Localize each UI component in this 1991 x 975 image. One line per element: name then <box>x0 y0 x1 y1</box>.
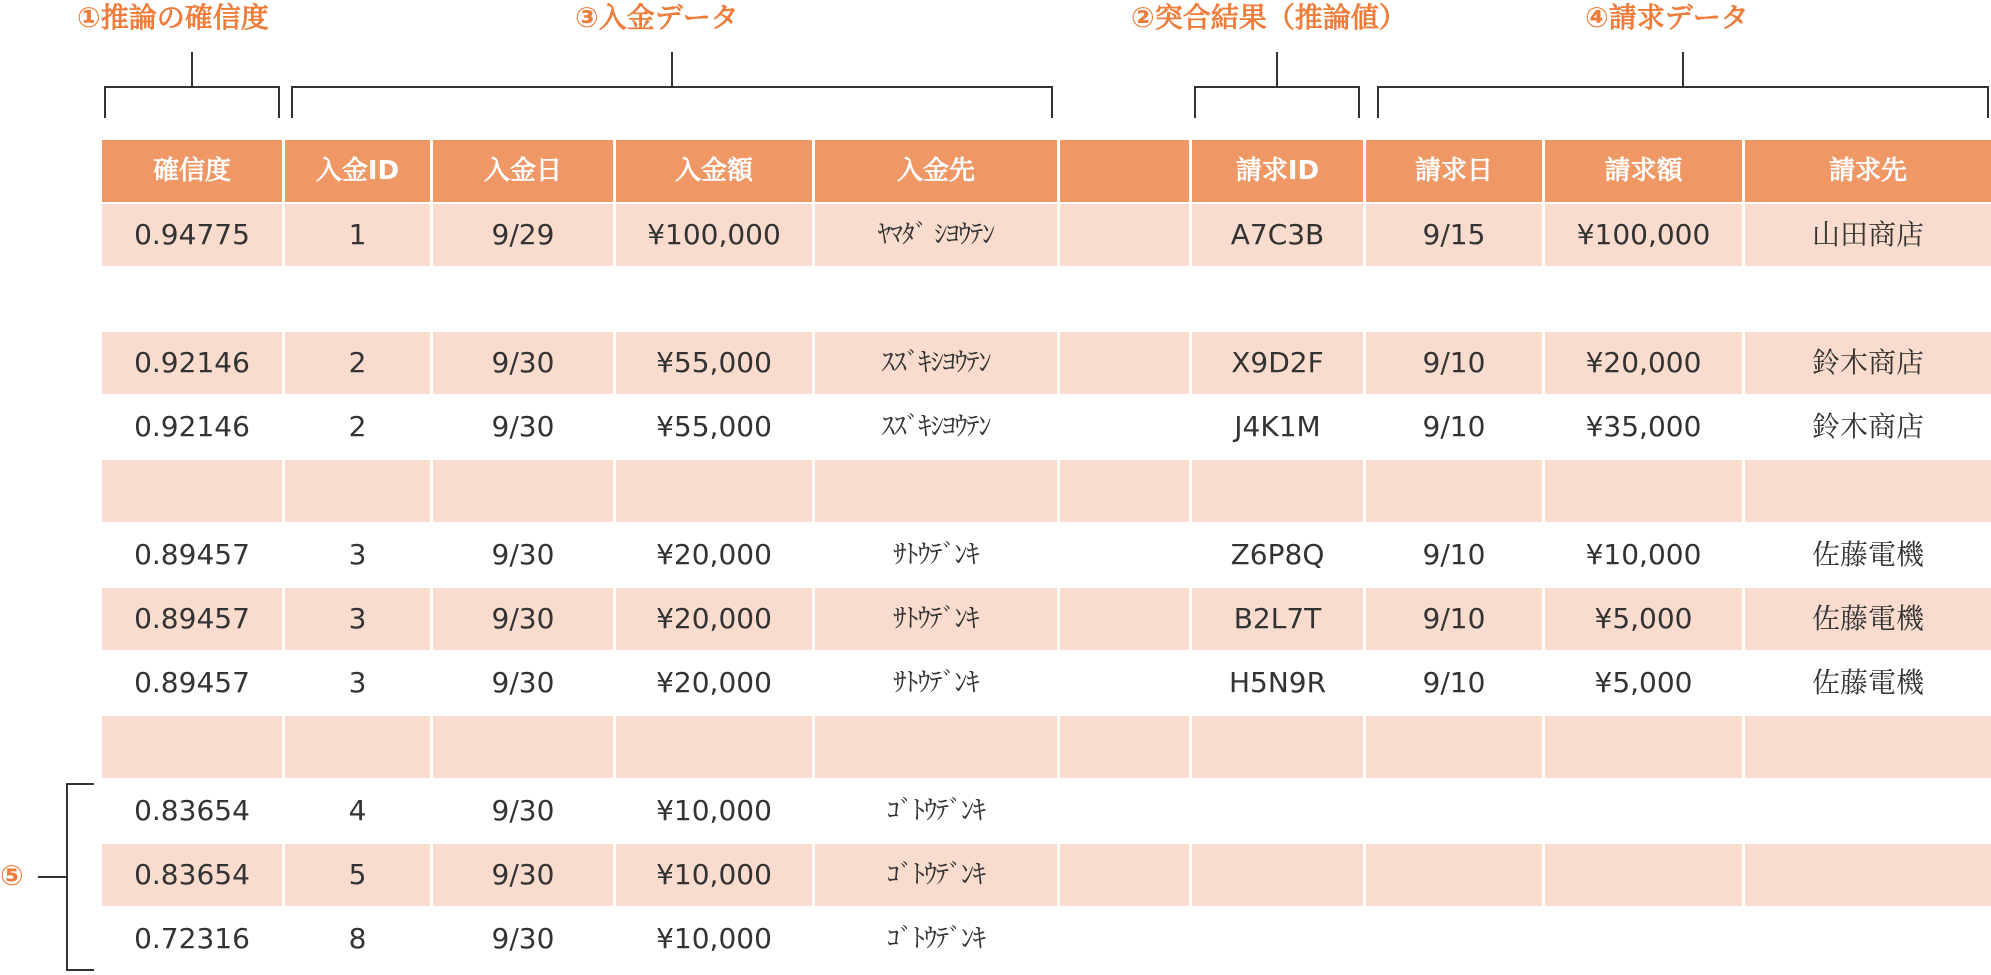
cell-payer: ｽｽﾞｷｼﾖｳﾃﾝ <box>881 412 991 442</box>
cell-confidence: 0.83654 <box>102 844 282 906</box>
cell-invoice-id: Z6P8Q <box>1230 538 1325 571</box>
cell-invoice-amount <box>1545 716 1742 778</box>
cell-confidence: 0.92146 <box>134 410 250 443</box>
cell-payment-id: 8 <box>348 922 367 955</box>
cell-payer: ｻﾄｳﾃﾞﾝｷ <box>893 540 979 570</box>
group-bracket-tick <box>38 876 66 878</box>
cell-payer: ｺﾞﾄｳﾃﾞﾝｷ <box>886 796 985 826</box>
cell-billed-to: 佐藤電機 <box>1745 588 1991 650</box>
cell-spacer <box>1060 844 1189 906</box>
cell-spacer <box>1060 332 1189 394</box>
cell-payment-amount: ¥55,000 <box>616 332 812 394</box>
header-invoice-date: 請求日 <box>1366 140 1542 202</box>
confidence-bracket <box>104 52 280 118</box>
cell-payment-date <box>433 268 613 330</box>
cell-invoice-amount <box>1545 844 1742 906</box>
cell-invoice-id: B2L7T <box>1192 588 1363 650</box>
payment-data-bracket <box>291 52 1053 118</box>
table-row <box>102 268 1991 330</box>
cell-payment-amount: ¥10,000 <box>616 844 812 906</box>
cell-invoice-id: A7C3B <box>1192 204 1363 266</box>
cell-payment-id: 5 <box>285 844 430 906</box>
cell-spacer <box>1060 460 1189 522</box>
confidence-label: ①推論の確信度 <box>77 1 269 34</box>
cell-payment-date: 9/30 <box>433 588 613 650</box>
cell-payment-date: 9/30 <box>491 538 555 571</box>
cell-invoice-date: 9/10 <box>1422 538 1486 571</box>
cell-payment-id: 4 <box>348 794 367 827</box>
cell-billed-to: 鈴木商店 <box>1811 410 1924 443</box>
cell-payment-date: 9/30 <box>433 844 613 906</box>
table-header-row <box>102 140 1991 202</box>
cell-invoice-id <box>1192 460 1363 522</box>
match-result-bracket <box>1194 52 1360 118</box>
cell-payment-amount: ¥20,000 <box>656 666 772 699</box>
cell-invoice-date: 9/10 <box>1422 410 1486 443</box>
cell-payer <box>815 460 1057 522</box>
cell-invoice-amount <box>1545 780 1742 842</box>
table-row <box>102 396 1991 458</box>
header-payer: 入金先 <box>815 140 1057 202</box>
invoice-data-label: ④請求データ <box>1585 1 1749 34</box>
payment-data-label: ③入金データ <box>575 1 739 34</box>
cell-invoice-date: 9/15 <box>1366 204 1542 266</box>
table-row <box>102 204 1991 266</box>
cell-spacer <box>1060 652 1189 714</box>
cell-payment-id: 2 <box>348 410 367 443</box>
cell-payment-date: 9/30 <box>491 922 555 955</box>
header-spacer <box>1060 140 1189 202</box>
cell-payer <box>815 716 1057 778</box>
cell-payment-id: 2 <box>285 332 430 394</box>
cell-billed-to: 山田商店 <box>1745 204 1991 266</box>
cell-invoice-date <box>1366 908 1542 970</box>
table-row <box>102 524 1991 586</box>
group-marker-label: ⑤ <box>0 859 24 892</box>
table-row <box>102 460 1991 522</box>
cell-invoice-amount: ¥20,000 <box>1545 332 1742 394</box>
table-row <box>102 652 1991 714</box>
cell-payment-id: 3 <box>348 538 367 571</box>
cell-payment-date: 9/30 <box>433 332 613 394</box>
cell-confidence: 0.72316 <box>134 922 250 955</box>
cell-payer: ｺﾞﾄｳﾃﾞﾝｷ <box>886 924 985 954</box>
cell-payment-date: 9/30 <box>491 794 555 827</box>
group-bracket <box>66 783 94 971</box>
cell-invoice-amount: ¥35,000 <box>1585 410 1702 443</box>
cell-invoice-id: J4K1M <box>1234 410 1321 443</box>
cell-billed-to <box>1745 780 1991 842</box>
cell-invoice-amount: ¥10,000 <box>1585 538 1702 571</box>
table-row <box>102 716 1991 778</box>
cell-payment-amount: ¥20,000 <box>616 588 812 650</box>
cell-payer: ﾔﾏﾀﾞ ｼﾖｳﾃﾝ <box>815 204 1057 266</box>
cell-invoice-id <box>1192 844 1363 906</box>
cell-spacer <box>1060 908 1189 970</box>
header-payment-amount: 入金額 <box>616 140 812 202</box>
cell-invoice-date <box>1366 716 1542 778</box>
cell-billed-to <box>1745 844 1991 906</box>
cell-spacer <box>1060 268 1189 330</box>
cell-invoice-amount <box>1545 268 1742 330</box>
cell-invoice-id <box>1192 780 1363 842</box>
cell-payment-id: 1 <box>285 204 430 266</box>
cell-payment-date <box>433 716 613 778</box>
cell-payer: ｻﾄｳﾃﾞﾝｷ <box>893 668 979 698</box>
cell-payment-id: 3 <box>285 588 430 650</box>
cell-confidence: 0.94775 <box>102 204 282 266</box>
cell-payment-amount: ¥20,000 <box>656 538 772 571</box>
cell-payer <box>815 268 1057 330</box>
cell-invoice-date: 9/10 <box>1422 666 1486 699</box>
cell-confidence: 0.83654 <box>134 794 250 827</box>
cell-invoice-date <box>1366 780 1542 842</box>
cell-payment-amount <box>616 268 812 330</box>
cell-payment-amount: ¥10,000 <box>656 794 772 827</box>
header-billed-to: 請求先 <box>1745 140 1991 202</box>
cell-payment-id <box>285 460 430 522</box>
cell-payment-amount: ¥100,000 <box>616 204 812 266</box>
cell-payment-id <box>285 716 430 778</box>
cell-billed-to <box>1745 716 1991 778</box>
cell-payment-amount <box>616 460 812 522</box>
cell-spacer <box>1060 204 1189 266</box>
reconciliation-table <box>102 140 1991 972</box>
cell-invoice-date: 9/10 <box>1366 332 1542 394</box>
cell-invoice-id: X9D2F <box>1192 332 1363 394</box>
header-payment-id: 入金ID <box>285 140 430 202</box>
cell-billed-to: 鈴木商店 <box>1745 332 1991 394</box>
cell-invoice-date <box>1366 460 1542 522</box>
header-payment-date: 入金日 <box>433 140 613 202</box>
cell-billed-to <box>1745 460 1991 522</box>
cell-invoice-amount <box>1545 908 1742 970</box>
cell-payment-date <box>433 460 613 522</box>
cell-confidence <box>102 716 282 778</box>
cell-invoice-amount: ¥5,000 <box>1545 588 1742 650</box>
cell-payment-amount: ¥55,000 <box>656 410 772 443</box>
cell-spacer <box>1060 716 1189 778</box>
cell-billed-to <box>1745 268 1991 330</box>
cell-invoice-date <box>1366 268 1542 330</box>
cell-confidence: 0.89457 <box>102 588 282 650</box>
cell-payment-id <box>285 268 430 330</box>
match-result-label: ②突合結果（推論値） <box>1131 1 1407 34</box>
table-row <box>102 908 1991 970</box>
cell-billed-to: 佐藤電機 <box>1811 538 1924 571</box>
cell-confidence: 0.92146 <box>102 332 282 394</box>
cell-billed-to <box>1745 908 1991 970</box>
cell-invoice-id <box>1192 268 1363 330</box>
cell-invoice-id <box>1192 908 1363 970</box>
cell-confidence: 0.89457 <box>134 666 250 699</box>
header-invoice-id: 請求ID <box>1192 140 1363 202</box>
cell-payment-date: 9/30 <box>491 410 555 443</box>
cell-spacer <box>1060 396 1189 458</box>
header-confidence: 確信度 <box>102 140 282 202</box>
cell-billed-to: 佐藤電機 <box>1811 666 1924 699</box>
cell-payment-id: 3 <box>348 666 367 699</box>
cell-confidence: 0.89457 <box>134 538 250 571</box>
cell-payer: ｺﾞﾄｳﾃﾞﾝｷ <box>815 844 1057 906</box>
cell-payer: ｻﾄｳﾃﾞﾝｷ <box>815 588 1057 650</box>
cell-payment-date: 9/29 <box>433 204 613 266</box>
cell-invoice-id: H5N9R <box>1228 666 1327 699</box>
cell-confidence <box>102 460 282 522</box>
invoice-data-bracket <box>1377 52 1989 118</box>
cell-invoice-date <box>1366 844 1542 906</box>
cell-invoice-date: 9/10 <box>1366 588 1542 650</box>
cell-payment-amount <box>616 716 812 778</box>
cell-spacer <box>1060 588 1189 650</box>
cell-spacer <box>1060 524 1189 586</box>
cell-payer: ｽｽﾞｷｼﾖｳﾃﾝ <box>815 332 1057 394</box>
cell-invoice-amount: ¥100,000 <box>1545 204 1742 266</box>
cell-invoice-amount <box>1545 460 1742 522</box>
table-row <box>102 844 1991 906</box>
cell-spacer <box>1060 780 1189 842</box>
cell-payment-date: 9/30 <box>491 666 555 699</box>
cell-invoice-id <box>1192 716 1363 778</box>
cell-confidence <box>102 268 282 330</box>
cell-payment-amount: ¥10,000 <box>656 922 772 955</box>
cell-invoice-amount: ¥5,000 <box>1594 666 1693 699</box>
table-row <box>102 780 1991 842</box>
table-row <box>102 588 1991 650</box>
header-invoice-amount: 請求額 <box>1545 140 1742 202</box>
table-row <box>102 332 1991 394</box>
